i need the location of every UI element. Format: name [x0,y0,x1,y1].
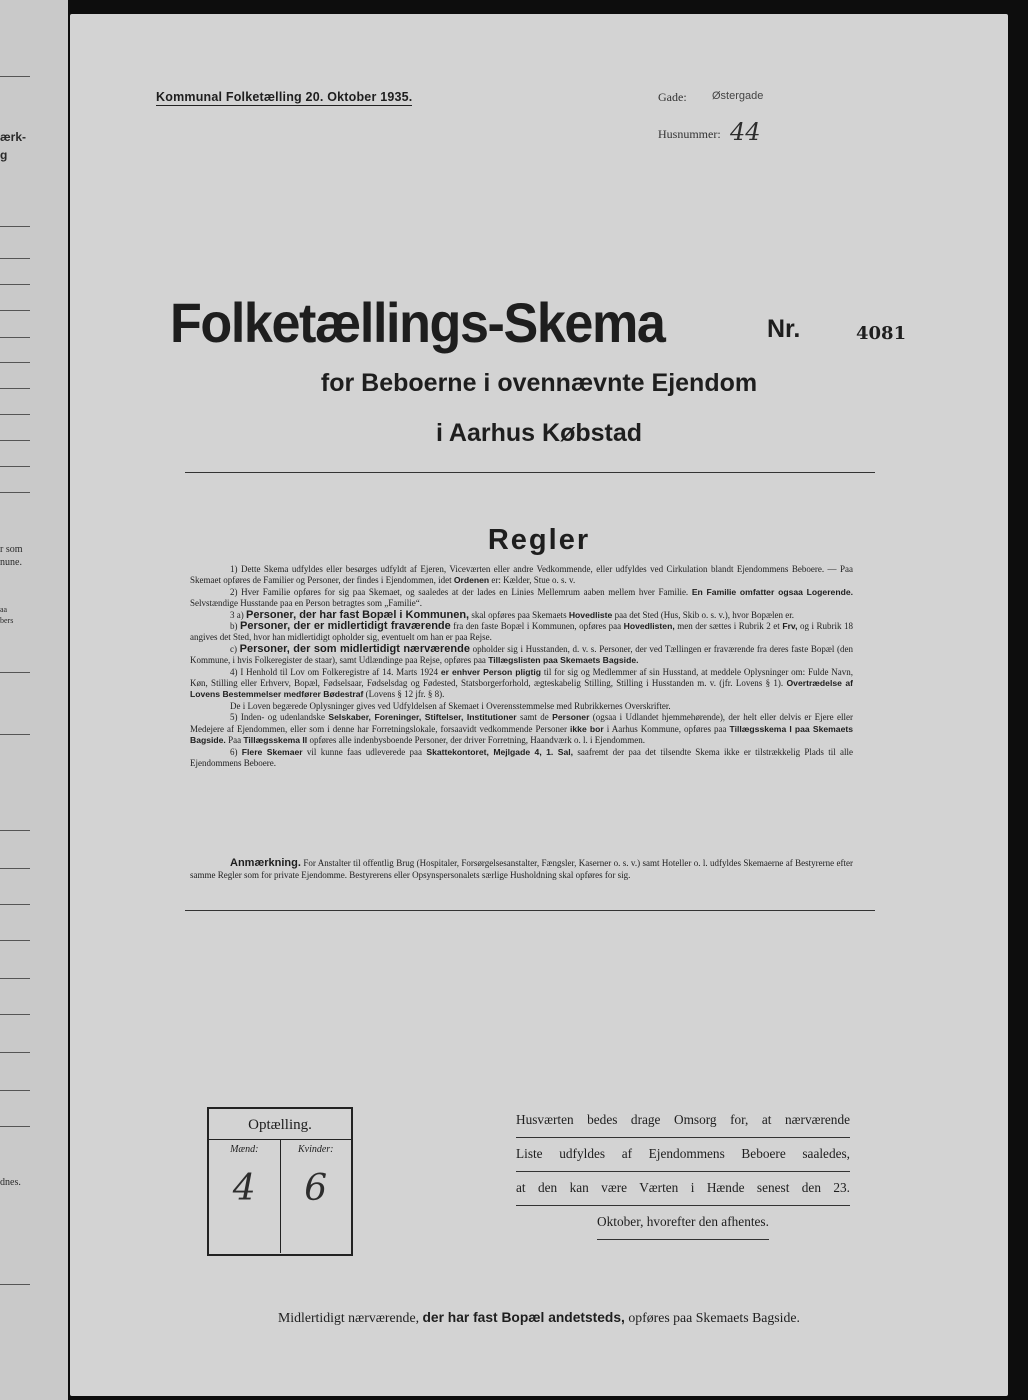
count-box [207,1107,353,1256]
rule-2: 2) Hver Familie opføres for sig paa Skemaet, og saaledes at der lades en Linies Mellemrum aaben mellem hver Familie. En Familie omfatter ogsaa Logerende. Selvstændige Husstande paa en Person betragtes som „Familie“. [190,586,853,609]
women-count: 6 [304,1168,328,1209]
rule-1: 1) Dette Skema udfyldes eller besørges udfyldt af Ejeren, Viceværten eller andre Vedkommende, eller udfyldes ved Cirkulation blandt Ejendommens Beboere. — Paa Skemaet opføres de Familier og Personer, der findes i Ejendommen, idet Ordenen er: Kælder, Stue o. s. v. [190,564,853,586]
count-box-title: Optælling. [209,1109,351,1140]
footer-note: Midlertidigt nærværende, der har fast Bopæl andetsteds, opføres paa Skemaets Bagside. [278,1310,800,1325]
form-title: Folketællings-Skema [170,291,665,354]
margin-fragment: r som [0,544,23,555]
women-count-cell [280,1140,352,1253]
notice-line: Liste udfyldes af Ejendommens Beboere saaledes, [516,1146,850,1172]
rule-4: 4) I Henhold til Lov om Folkeregistre af 14. Marts 1924 er enhver Person pligtig til for sig og Medlemmer af sin Husstand, at meddele Oplysninger om: Fulde Navn, Køn, Stilling eller Erhverv, Bopæl, Fødselsaar, Fødselsdag og Fødested, Statsborgerforhold, ægteskabelig Stilling, Stilling i Husstanden m. v. (jfr. Lovens § 1). Overtrædelse af Lovens Bestemmelser medfører Bødestraf (Lovens § 12 jfr. § 8). [190,666,854,700]
census-form-page [70,14,1008,1396]
rules-text [190,564,853,769]
landlord-notice [516,1112,850,1248]
form-number-label: Nr. [767,315,801,343]
street-label: Gade: [658,90,687,104]
men-count-cell [209,1140,280,1253]
form-number-value: 4081 [856,323,907,344]
rule-3a: 3 a) Personer, der har fast Bopæl i Kommunen, skal opføres paa Skemaets Hovedliste paa det Sted (Hus, Skib o. s. v.), hvor Bopælen er. [230,608,794,621]
women-label: Kvinder: [297,1144,334,1155]
rule-3c: c) Personer, der som midlertidigt nærværende opholder sig i Husstanden, d. v. s. Personer, der ved Tællingen er fraværende fra deres faste Bopæl (den Kommune, i hvis Folkeregister de staar), samt Udlændinge paa Rejse, opføres paa Tillægslisten paa Skemaets Bagside. [190,642,854,666]
margin-fragment: g [0,148,8,162]
margin-fragment: aa [0,605,8,614]
house-number-label: Husnummer: [658,127,721,141]
rule-5: 5) Inden- og udenlandske Selskaber, Foreninger, Stiftelser, Institutioner samt de Personer (ogsaa i Udlandet hjemmehørende), der helt eller delvis er Ejere eller Medejere af Ejendommen, eller som i denne har Forretningslokale, forsaavidt vedkommende Personer ikke bor i Aarhus Kommune, opføres paa Tillægsskema I paa Skemaets Bagside. Paa Tillægsskema II opføres alle indenbysboende Personer, der driver Forretning, Haandværk o. l. i Ejendommen. [190,712,854,746]
margin-fragment: ærk- [0,130,27,144]
rule-3b: b) Personer, der er midlertidigt fraværende fra den faste Bopæl i Kommunen, opføres paa Hovedlisten, men der sættes i Rubrik 2 et Frv, og i Rubrik 18 angives det Sted, hvor han midlertidigt opholder sig, eventuelt om han er paa Rejse. [190,620,854,643]
men-label: Mænd: [230,1144,259,1155]
divider [185,472,875,473]
rule-6: 6) Flere Skemaer vil kunne faas udleverede paa Skattekontoret, Mejlgade 4, 1. Sal, saafremt der paa det tilsendte Skema ikke er tilstrækkelig Plads til alle Ejendommens Beboere. [190,746,854,768]
margin-fragment: nune. [0,557,22,568]
rule-4-extra: De i Loven begærede Oplysninger gives ved Udfyldelsen af Skemaet i Overensstemmelse med Rubrikkernes Overskrifter. [230,700,671,711]
divider [185,910,875,911]
form-subtitle: for Beboerne i ovennævnte Ejendom [320,369,758,397]
note-text: Anmærkning. For Anstalter til offentlig Brug (Hospitaler, Forsørgelsesanstalter, Fængsler, Kaserner o. s. v.) samt Hoteller o. l. udfyldes Skemaerne af Bestyrerne efter samme Regler som for private Ejendomme. Bestyrerens eller Opsynspersonalets særlige Husholdning skal opføres for sig. [190,857,854,880]
notice-line: Husværten bedes drage Omsorg for, at nærværende [516,1112,850,1138]
notice-line: Oktober, hvorefter den afhentes. [597,1214,769,1240]
notice-line: at den kan være Værten i Hænde senest den 23. [516,1180,850,1206]
rules-heading: Regler [487,524,591,556]
margin-fragment: dnes. [0,1177,21,1188]
note-label: Anmærkning. [230,857,301,869]
census-header: Kommunal Folketælling 20. Oktober 1935. [156,90,413,104]
men-count: 4 [232,1168,256,1209]
left-page-edge [0,0,68,1400]
street-value: Østergade [712,90,764,102]
form-location: i Aarhus Købstad [435,419,643,447]
house-number-value: 44 [730,118,761,146]
margin-fragment: bers [0,616,14,625]
